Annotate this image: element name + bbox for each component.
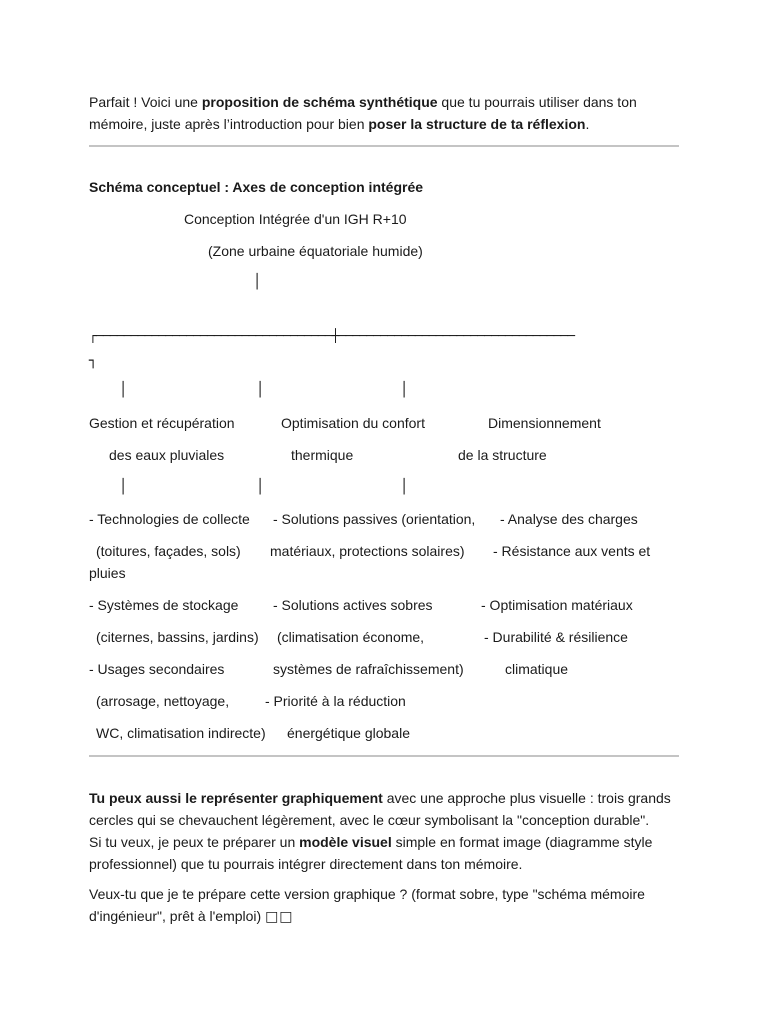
intro-bold-proposition: proposition de schéma synthétique <box>201 94 438 110</box>
outro-bold-model: modèle visuel <box>299 834 392 850</box>
detail-item: - Analyse des charges <box>500 511 638 527</box>
axis-1-subtitle: des eaux pluviales <box>109 447 225 463</box>
axis-connector: │ <box>119 479 128 495</box>
question-paragraph <box>89 883 679 928</box>
detail-item: (toitures, façades, sols) <box>96 543 241 559</box>
axis-connector: │ <box>256 382 265 398</box>
divider-bottom <box>89 755 679 757</box>
detail-item: - Technologies de collecte <box>89 511 250 527</box>
outro-paragraph <box>89 787 679 875</box>
branch-corner-connector: ┐ <box>89 353 98 369</box>
detail-item: (citernes, bassins, jardins) <box>96 629 259 645</box>
outro-text-3: simple en format image (diagramme style professionnel) que tu pourrais intégrer directement dans ton mémoire. <box>89 834 653 872</box>
detail-item: WC, climatisation indirecte) <box>96 725 266 741</box>
detail-item: climatique <box>505 661 569 677</box>
intro-bold-structure: poser la structure de ta réflexion <box>368 116 586 132</box>
axis-1-title: Gestion et récupération <box>89 415 235 431</box>
detail-item: matériaux, protections solaires) <box>270 543 465 559</box>
question-text: Veux-tu que je te prépare cette version graphique ? (format sobre, type "schéma mémoire d'ingénieur", prêt à l'emploi) <box>89 886 645 924</box>
detail-item: - Systèmes de stockage <box>89 597 239 613</box>
outro-text-2: Si tu veux, je peux te préparer un <box>89 834 300 850</box>
detail-item: (climatisation économe, <box>277 629 425 645</box>
intro-text: Parfait ! Voici une <box>89 94 202 110</box>
detail-item: (arrosage, nettoyage, <box>96 693 230 709</box>
axis-connector: │ <box>400 382 409 398</box>
root-stem-connector: │ <box>253 274 262 290</box>
detail-item: énergétique globale <box>287 725 410 741</box>
intro-period: . <box>585 116 590 132</box>
detail-item: - Résistance aux vents et <box>493 543 651 559</box>
detail-item: - Priorité à la réduction <box>265 693 406 709</box>
axis-3-title: Dimensionnement <box>488 415 601 431</box>
divider-top <box>89 145 679 147</box>
schema-heading: Schéma conceptuel : Axes de conception intégrée <box>89 179 424 195</box>
outro-bold-graphic: Tu peux aussi le représenter graphiquement <box>89 790 383 806</box>
emoji-icon: □□ <box>265 909 294 925</box>
branch-line-connector: ┌──────────────────────────────────┼────────────────────────────────── <box>89 328 575 343</box>
axis-connector: │ <box>400 479 409 495</box>
root-subtitle: (Zone urbaine équatoriale humide) <box>208 243 423 259</box>
outro-text: avec une approche plus visuelle : trois grands cercles qui se chevauchent légèrement, avec le cœur symbolisant la "conception durable". <box>89 790 671 828</box>
detail-item: pluies <box>89 565 126 581</box>
axis-connector: │ <box>119 382 128 398</box>
root-title: Conception Intégrée d'un IGH R+10 <box>184 211 407 227</box>
axis-connector: │ <box>256 479 265 495</box>
detail-item: - Solutions actives sobres <box>273 597 433 613</box>
intro-paragraph <box>89 91 679 135</box>
axis-3-subtitle: de la structure <box>458 447 547 463</box>
detail-item: - Durabilité & résilience <box>484 629 628 645</box>
detail-item: - Optimisation matériaux <box>481 597 633 613</box>
detail-item: - Solutions passives (orientation, <box>273 511 476 527</box>
detail-item: systèmes de rafraîchissement) <box>273 661 464 677</box>
axis-2-subtitle: thermique <box>291 447 354 463</box>
intro-text-2: que tu pourrais utiliser dans ton mémoire, juste après l’introduction pour bien <box>89 94 637 132</box>
detail-item: - Usages secondaires <box>89 661 225 677</box>
axis-2-title: Optimisation du confort <box>281 415 425 431</box>
